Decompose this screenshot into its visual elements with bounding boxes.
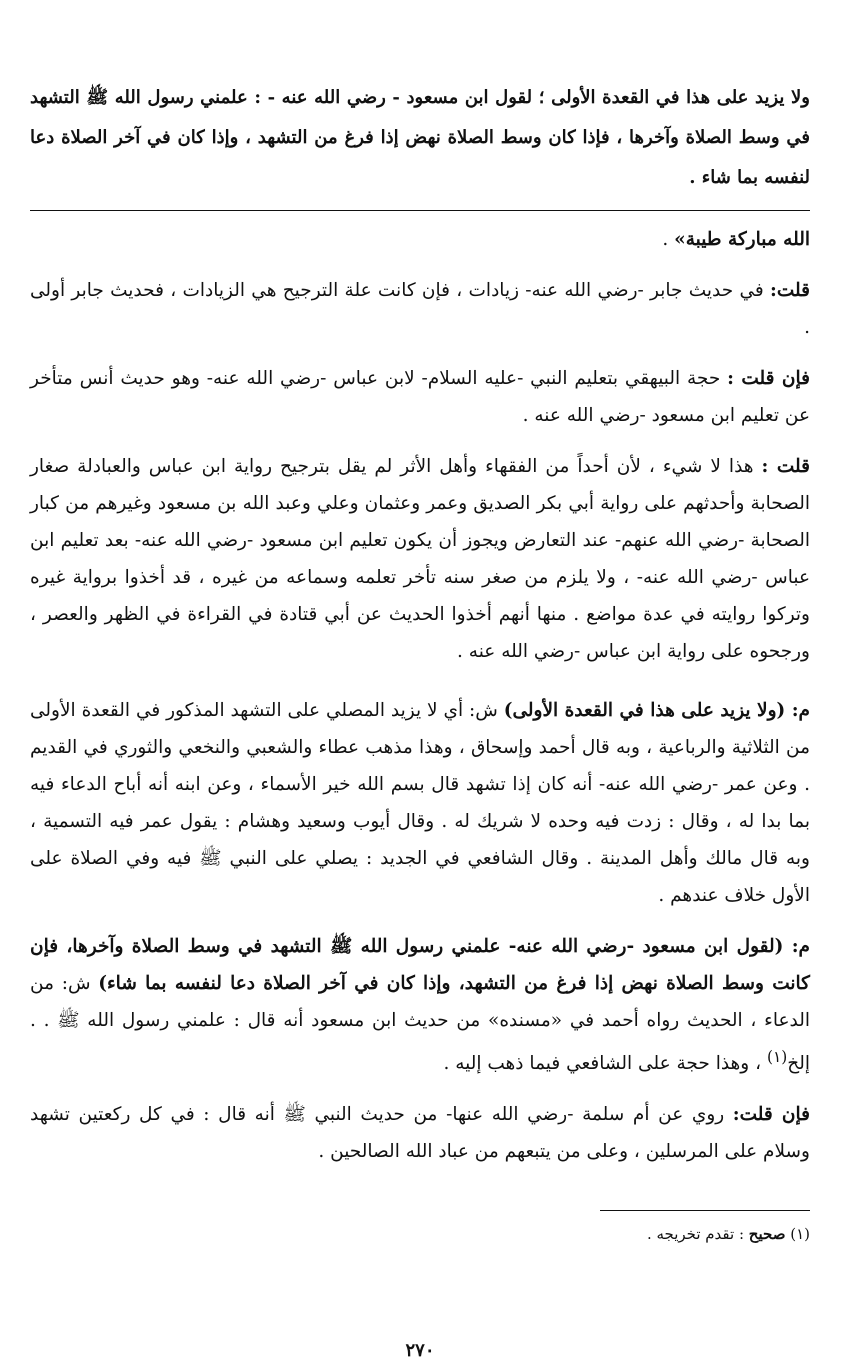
paragraph-lead: فإن قلت: — [732, 1104, 810, 1126]
paragraph-lead: قلت : — [761, 456, 811, 477]
paragraph-text: في حديث جابر -رضي الله عنه- زيادات ، فإن كانت علة الترجيح هي الزيادات ، فحديث جابر أولى . — [30, 280, 810, 338]
paragraph-text: ش: أي لا يزيد المصلي على التشهد المذكور في القعدة الأولى من الثلاثية والرباعية ، وبه قال أحمد وإسحاق ، وهذا مذهب عطاء والشعبي والنخعي والثوري في القديم . وعن عمر -رضي الله عنه- أنه كان إذا تشهد قال بسم الله خير الأسماء ، وعن ابنه أنه أباح الدعاء فيه بما بدا له ، وقال : زدت فيه وحده لا شريك له . وقال أيوب وسعيد وهشام : يقول عمر فيه التسمية ، وبه قال مالك وأهل المدينة . وقال الشافعي في الجديد : يصلي على النبي ﷺ فيه وفي الصلاة على الأول خلاف عندهم . — [30, 700, 810, 906]
paragraph-text: حجة البيهقي بتعليم النبي -عليه السلام- لابن عباس -رضي الله عنه- وهو حديث أنس متأخر عن تعليم ابن مسعود -رضي الله عنه . — [30, 368, 810, 426]
footnote-label: صحيح — [748, 1225, 786, 1244]
footnote-number: (١) — [790, 1225, 810, 1244]
footnote-divider — [600, 1210, 810, 1211]
page-body — [30, 78, 810, 1368]
paragraph-tail: ، وهذا حجة على الشافعي فيما ذهب إليه . — [443, 1053, 767, 1075]
matn-text: ولا يزيد على هذا في القعدة الأولى ؛ لقول ابن مسعود - رضي الله عنه - : علمني رسول الله ﷺ التشهد في وسط الصلاة وآخرها ، فإذا كان وسط الصلاة نهض إذا فرغ من التشهد ، وإذا كان في آخر الصلاة دعا لنفسه بما شاء . — [30, 87, 810, 188]
paragraph-lead: م: (لقول ابن مسعود -رضي الله عنه- علمني رسول الله ﷺ التشهد في وسط الصلاة وآخرها، فإن كانت وسط الصلاة نهض إذا فرغ من التشهد، وإذا كان في آخر الصلاة دعا لنفسه بما شاء) — [30, 936, 810, 994]
paragraph-3 — [30, 448, 810, 670]
footnote-ref: (١) — [766, 1048, 788, 1066]
paragraph-text: ش: من الدعاء ، الحديث رواه أحمد في «مسنده» من حديث ابن مسعود أنه قال : علمني رسول الله ﷺ . . إلخ — [30, 973, 810, 1075]
spacer — [30, 1082, 810, 1096]
continuation-bold: الله مباركة طيبة» — [674, 229, 810, 250]
paragraph-5 — [30, 928, 810, 1082]
spacer — [30, 258, 810, 272]
paragraph-4 — [30, 692, 810, 914]
page-number: ٢٧٠ — [405, 1340, 435, 1361]
paragraph-1 — [30, 272, 810, 346]
spacer — [30, 434, 810, 448]
spacer — [30, 914, 810, 928]
paragraph-lead: م: (ولا يزيد على هذا في القعدة الأولى) — [503, 700, 810, 721]
continuation-line — [30, 221, 810, 258]
paragraph-lead: قلت: — [770, 280, 810, 301]
spacer — [30, 670, 810, 692]
paragraph-text: هذا لا شيء ، لأن أحداً من الفقهاء وأهل الأثر لم يقل بترجيح رواية ابن عباس والعبادلة صغار الصحابة وأحدثهم على رواية أبي بكر الصديق وعمر وعثمان وعلي وعبد الله بن مسعود وغيرهم من كبار الصحابة -رضي الله عنهم- عند التعارض ويجوز أن يكون تعليم ابن مسعود -رضي الله عنه- بعد تعليم ابن عباس -رضي الله عنه- ، ولا يلزم من صغر سنه تأخر تعلمه وسماعه من غيره ، قد أخذوا برواية غيره وتركوا روايته في عدة مواضع . منها أنهم أخذوا الحديث عن أبي قتادة في القراءة في الظهر والعصر ، ورجحوه على رواية ابن عباس -رضي الله عنه . — [30, 456, 810, 662]
paragraph-6 — [30, 1096, 810, 1170]
paragraph-lead: فإن قلت : — [727, 368, 810, 389]
footnote — [30, 1221, 810, 1247]
footnote-text: : تقدم تخريجه . — [646, 1225, 749, 1244]
paragraph-text: روي عن أم سلمة -رضي الله عنها- من حديث النبي ﷺ أنه قال : في كل ركعتين تشهد وسلام على المرسلين ، وعلى من يتبعهم من عباد الله الصالحين . — [30, 1104, 810, 1163]
spacer — [30, 346, 810, 360]
continuation-rest: . — [662, 229, 675, 250]
matn-divider — [30, 210, 810, 211]
paragraph-2 — [30, 360, 810, 434]
